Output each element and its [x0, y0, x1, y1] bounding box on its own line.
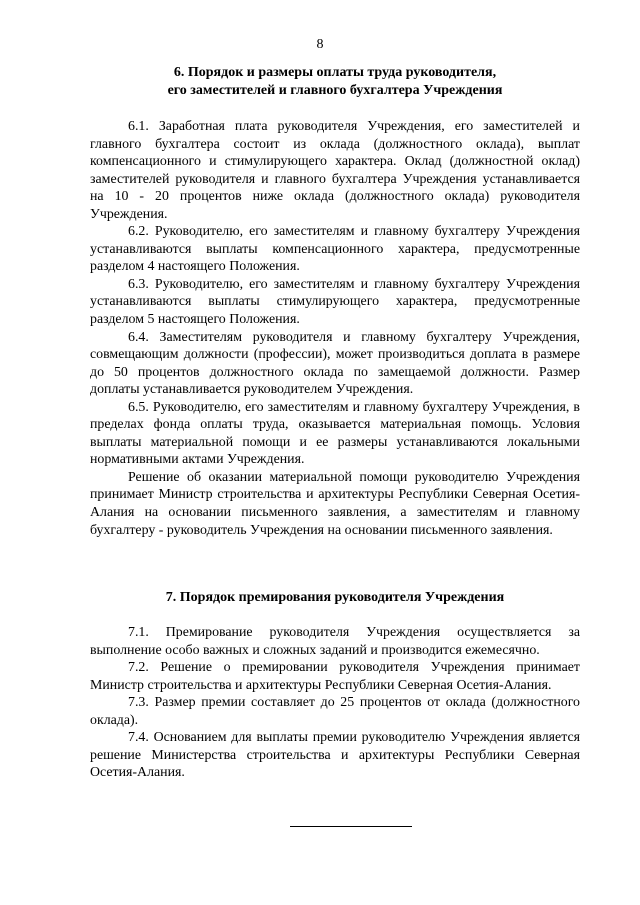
paragraph-6-1: 6.1. Заработная плата руководителя Учреждения, его заместителей и главного бухгалтера состоит из оклада (должностного оклада), выплат компенсационного и стимулирующего характера. Оклад (должностной оклад) заместителей руководителя и главного бухгалтера Учреждения устанавливается на 10 - 20 процентов ниже оклада (должностного оклада) руководителя Учреждения.	[90, 119, 580, 222]
heading-line: 6. Порядок и размеры оплаты труда руководителя,	[173, 65, 497, 80]
paragraph-6-5-decision: Решение об оказании материальной помощи руководителю Учреждения принимает Министр строительства и архитектуры Республики Северная Осетия-Алания на основании письменного заявления, а заместителям и главному бухгалтеру - руководитель Учреждения на основании письменного заявления.	[90, 469, 580, 538]
paragraph-6-3: 6.3. Руководителю, его заместителям и главному бухгалтеру Учреждения устанавливаются выплаты стимулирующего характера, предусмотренные разделом 5 настоящего Положения.	[90, 276, 580, 328]
paragraph-6-5: 6.5. Руководителю, его заместителям и главному бухгалтеру Учреждения, в пределах фонда оплаты труда, оказывается материальная помощь. Условия выплаты материальной помощи и ее размеры устанавливаются локальными нормативными актами Учреждения.	[90, 399, 580, 468]
paragraph-7-3: 7.3. Размер премии составляет до 25 процентов от оклада (должностного оклада).	[90, 695, 580, 728]
paragraph-6-2: 6.2. Руководителю, его заместителям и главному бухгалтеру Учреждения устанавливаются выплаты компенсационного характера, предусмотренные разделом 4 настоящего Положения.	[90, 224, 580, 275]
section-7-body	[90, 624, 580, 782]
paragraph-7-4: 7.4. Основанием для выплаты премии руководителю Учреждения является решение Министерства строительства и архитектуры Республики Северная Осетия-Алания.	[90, 730, 580, 781]
page-number: 8	[316, 37, 324, 52]
end-separator-line	[290, 826, 412, 827]
section-7-heading	[90, 589, 580, 607]
section-6-heading	[90, 64, 580, 99]
paragraph-7-1: 7.1. Премирование руководителя Учреждения осуществляется за выполнение особо важных и сложных заданий и производится ежемесячно.	[90, 625, 580, 658]
heading-line: 7. Порядок премирования руководителя Учреждения	[165, 590, 505, 605]
paragraph-6-4: 6.4. Заместителям руководителя и главному бухгалтеру Учреждения, совмещающим должности (профессии), может производиться доплата в размере до 50 процентов должностного оклада по замещаемой должности. Размер доплаты устанавливается руководителем Учреждения.	[90, 329, 580, 398]
heading-line: его заместителей и главного бухгалтера Учреждения	[167, 82, 503, 98]
paragraph-7-2: 7.2. Решение о премировании руководителя Учреждения принимает Министр строительства и архитектуры Республики Северная Осетия-Алания.	[90, 660, 580, 693]
section-6-body	[90, 118, 580, 539]
